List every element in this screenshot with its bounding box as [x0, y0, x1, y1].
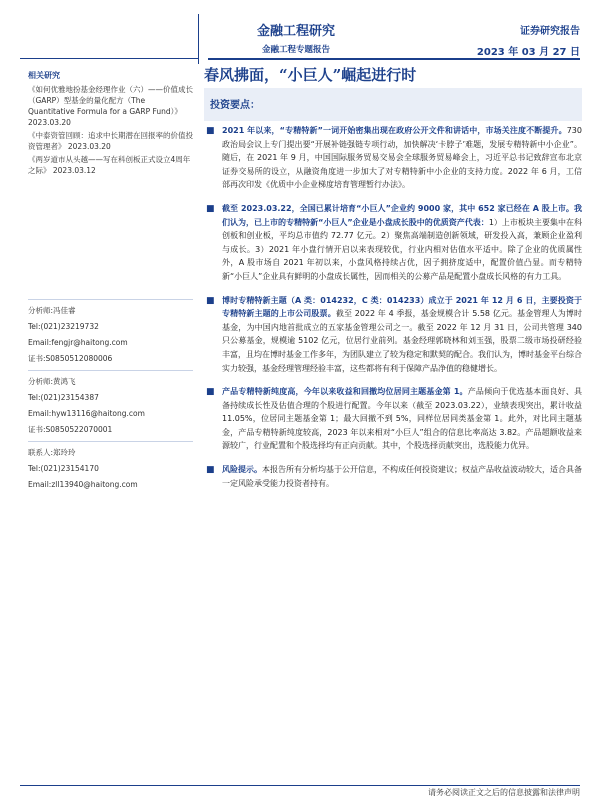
analyst-tel: Tel:(021)23219732 [28, 322, 99, 331]
header-title: 金融工程研究 [256, 24, 335, 39]
related-item-text: 《中泰资管回顾：追求中长期潜在回报率的价值投资管理者》 [28, 131, 193, 151]
contact-divider [28, 299, 193, 300]
bullet-lead: 产品专精特新纯度高，今年以来收益和回撤均位居同主题基金第 1。 [222, 387, 468, 397]
analyst-cert: 证书:S0850522070001 [28, 425, 113, 434]
analyst-tel: Tel:(021)23154387 [28, 393, 99, 402]
contact-name: 联系人:郑玲玲 [28, 448, 76, 457]
header-subtitle: 金融工程专题报告 [261, 45, 330, 55]
bullet-lead: 2021 年以来，“专精特新”一词开始密集出现在政府公开文件和讲话中，市场关注度不断提升。 [222, 126, 567, 135]
footer-rule [20, 785, 580, 786]
related-item[interactable] [28, 130, 193, 152]
bullet-lead: 截至 2023.03.22，全国已累计培育“小巨人”企业约 9000 家，其中 652 家已经在 A 股上市。我们认为，已上市的专精特新“小巨人”企业是小盘成长股中的优质资产代表： [222, 203, 582, 227]
contact-email[interactable]: Email:zll13940@haitong.com [28, 480, 138, 489]
summary-heading: 投资要点： [210, 100, 260, 111]
summary-bullet [204, 463, 582, 490]
summary-bullet [204, 202, 582, 284]
summary-heading-box [204, 88, 582, 121]
summary-bullet [204, 124, 582, 192]
related-item[interactable] [28, 154, 193, 176]
analyst-email[interactable]: Email:fengjr@haitong.com [28, 338, 128, 347]
contacts [28, 296, 193, 493]
summary-bullet [204, 385, 582, 453]
bullet-icon: ■ [206, 203, 215, 214]
bullet-icon: ■ [206, 126, 215, 136]
related-item[interactable] [28, 84, 193, 128]
bullet-icon: ■ [206, 295, 215, 306]
summary-bullet [204, 294, 582, 376]
bullet-body: 1）上市板块主要集中在科创板和创业板，平均总市值约 72.77 亿元。2）聚焦高端制造创新领域，研发投入高，兼顾企业盈利与成长。3）2021 年小盘行情开启以来表现较优，行业内相对估值水平适中。除了企业的优质属性外，A 股市场自 2021 年初以来，小盘风格持续占优，因子拥挤度适中，配置价值凸显。而专精特新“小巨人”企业具有鲜明的小盘成长属性，因而相关的公募产品是配置小盘成长风格的有力工具。 [222, 217, 582, 281]
bullet-icon: ■ [206, 387, 215, 398]
footer-disclaimer: 请务必阅读正文之后的信息披露和法律声明 [428, 788, 580, 797]
bullet-lead: 博时专精特新主题（A 类：014232，C 类：014233）成立于 2021 年 12 月 6 日，主要投资于专精特新主题的上市公司股票。 [222, 295, 582, 319]
related-item-text: 《如何优雅地扮基金经理作业（六）——价值成长（GARP）型基金的量化配方（The Quantitative Formula for a GARP Fund）》 [28, 85, 193, 116]
report-title: 春风拂面，“小巨人”崛起进行时 [204, 66, 417, 84]
analyst-name: 分析师:黄鸿飞 [28, 377, 76, 386]
header-rule [208, 58, 580, 60]
contact-divider [28, 370, 193, 371]
analyst-cert: 证书:S0850512080006 [28, 354, 113, 363]
bullet-body: 截至 2022 年 4 季报，基金规模合计 5.58 亿元。基金管理人为博时基金，为中国内地首批成立的五家基金管理公司之一。截至 2022 年 12 月 31 日，公司共管理 340 只公募基金，规模逾 5102 亿元，位居行业前列。基金经理郭晓林和刘玉强，股票二级市场投研经验丰富，且均在博时基金工作多年，为团队建立了较为稳定和默契的配合。我们认为，博时基金平台综合实力较强，基金经理管理经验丰富，这些都将有利于保障产品净值的稳健增长。 [222, 309, 582, 373]
related-item-date: 2023.03.20 [67, 142, 111, 151]
related-item-text: 《两岁道市从头越——写在科创板正式设立4周年之际》 [28, 155, 191, 175]
related-item-date: 2023.03.20 [28, 118, 71, 127]
analyst-name: 分析师:冯佳睿 [28, 306, 76, 315]
analyst-email[interactable]: Email:hyw13116@haitong.com [28, 409, 145, 418]
bullet-icon: ■ [206, 465, 215, 476]
bullet-lead: 风险提示。 [222, 465, 262, 475]
summary-bullets [204, 124, 582, 500]
contact-divider [28, 441, 193, 442]
related-heading: 相关研究 [28, 71, 60, 80]
contact-tel: Tel:(021)23154170 [28, 464, 99, 473]
header-divider [198, 14, 199, 64]
sidebar [28, 70, 193, 178]
report-type: 证券研究报告 [520, 26, 580, 37]
bullet-body: 产品倾向于优选基本面良好、具备持续成长性及估值合理的个股进行配置。今年以来（截至 2023.03.22），业绩表现突出，累计收益 11.05%，位居同主题基金第 1；最大回撤不到 5%，同样位居同类基金第 1。此外，对比同主题基金，产品专精特新纯度较高，2023 年以来相对“小巨人”组合的信息比率高达 3.82。产品超额收益来源较广，行业配置和个股选择均有正向贡献。其中，个股选择贡献突出，选股能力优异。 [222, 387, 582, 451]
bullet-body: 本报告所有分析均基于公开信息，不构成任何投资建议；权益产品收益波动较大，适合具备一定风险承受能力投资者持有。 [222, 465, 582, 488]
related-item-date: 2023.03.12 [52, 166, 96, 175]
report-date: 2023 年 03 月 27 日 [476, 47, 580, 58]
header-left [236, 20, 356, 55]
header-right [477, 22, 580, 58]
header-rule-left [20, 58, 198, 59]
bullet-body: 730 政治局会议上专门提出要“开展补链强链专项行动，加快解决‘卡脖子’难题，发展专精特新中小企业”。随后，在 2021 年 9 月，中国国际服务贸易交易会全球服务贸易峰会上，习近平总书记致辞宣布北京证券交易所的设立，从融资角度进一步加大了对专精特新中小企业的支持力度。2022 年 6 月，工信部再次印发《优质中小企业梯度培育管理暂行办法》。 [222, 126, 582, 190]
